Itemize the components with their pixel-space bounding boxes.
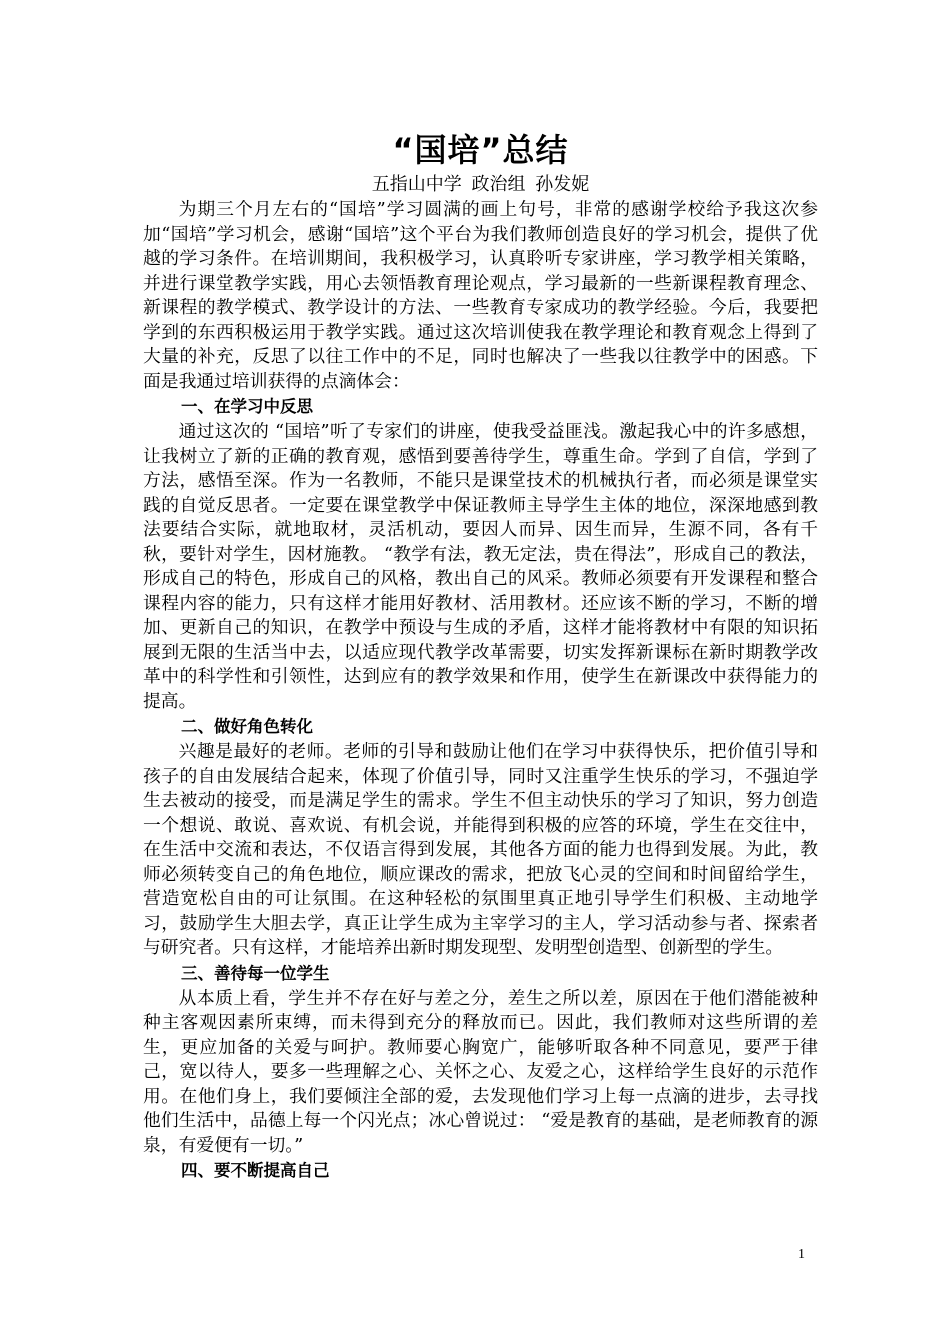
page-number: 1 [798,1247,805,1262]
section-heading-2: 二、做好角色转化 [180,717,313,736]
section-heading-3: 三、善待每一位学生 [180,963,330,983]
section-body-1: 通过这次的 “国培”听了专家们的讲座，使我受益匪浅。激起我心中的许多感想，让我树立了新的正确的教育观，感悟到要善待学生，尊重生命。学到了自信，学到了方法，感悟至深。作为一名教师，不能只是课堂技术的机械执行者，而必须是课堂实践的自觉反思者。一定要在课堂教学中保证教师主导学生主体的地位，深深地感到教法要结合实际，就地取材，灵活机动，要因人而异、因生而异，生源不同，各有千秋，要针对学生，因材施教。 “教学有法，教无定法，贵在得法”，形成自己的教法，形成自己的特色，形成自己的风格，教出自己的风采。教师必须要有开发课程和整合课程内容的能力，只有这样才能用好教材、活用教材。还应该不断的学习，不断的增加、更新自己的知识，在教学中预设与生成的矛盾，这样才能将教材中有限的知识拓展到无限的生活当中去，以适应现代教学改革需要，切实发挥新课标在新时期教学改革中的科学性和引领性，达到应有的教学效果和作用，使学生在新课改中获得能力的提高。 [143,421,818,712]
document-title: “国培”总结 [392,131,569,169]
intro-paragraph: 为期三个月左右的“国培”学习圆满的画上句号，非常的感谢学校给予我这次参加“国培”学习机会，感谢“国培”这个平台为我们教师创造良好的学习机会，提供了优越的学习条件。在培训期间，我积极学习，认真聆听专家讲座，学习教学相关策略，并进行课堂教学实践，用心去领悟教育理论观点，学习最新的一些新课程教育理念、新课程的教学模式、教学设计的方法、一些教育专家成功的教学经验。今后，我要把学到的东西积极运用于教学实践。通过这次培训使我在教学理论和教育观念上得到了大量的补充，反思了以往工作中的不足，同时也解决了一些我以往教学中的困惑。下面是我通过培训获得的点滴体会： [143,199,818,392]
section-heading-1: 一、在学习中反思 [180,397,313,416]
section-body-2: 兴趣是最好的老师。老师的引导和鼓励让他们在学习中获得快乐，把价值引导和孩子的自由发展结合起来，体现了价值引导，同时又注重学生快乐的学习，不强迫学生去被动的接受，而是满足学生的需求。学生不但主动快乐的学习了知识，努力创造一个想说、敢说、喜欢说、有机会说，并能得到积极的应答的环境，学生在交往中，在生活中交流和表达，不仅语言得到发展，其他各方面的能力也得到发展。为此，教师必须转变自己的角色地位，顺应课改的需求，把放飞心灵的空间和时间留给学生，营造宽松自由的可让氛围。在这种轻松的氛围里真正地引导学生们积极、主动地学习，鼓励学生大胆去学，真正让学生成为主宰学习的主人，学习活动参与者、探索者与研究者。只有这样，才能培养出新时期发现型、发明型创造型、创新型的学生。 [143,741,818,958]
document-page [143,128,818,1184]
section-body-3: 从本质上看，学生并不存在好与差之分，差生之所以差，原因在于他们潜能被种种主客观因素所束缚，而未得到充分的释放而已。因此，我们教师对这些所谓的差生，更应加备的关爱与呵护。教师要心胸宽广，能够听取各种不同意见，要严于律己，宽以待人，要多一些理解之心、关怀之心、友爱之心，这样给学生良好的示范作用。在他们身上，我们要倾注全部的爱，去发现他们学习上每一点滴的进步，去寻找他们生活中，品德上每一个闪光点；冰心曾说过： “爱是教育的基础，是老师教育的源泉，有爱便有一切。” [143,987,818,1156]
section-heading-4: 四、要不断提高自己 [180,1161,330,1180]
author-line: 五指山中学 政治组 孙发妮 [371,174,590,195]
